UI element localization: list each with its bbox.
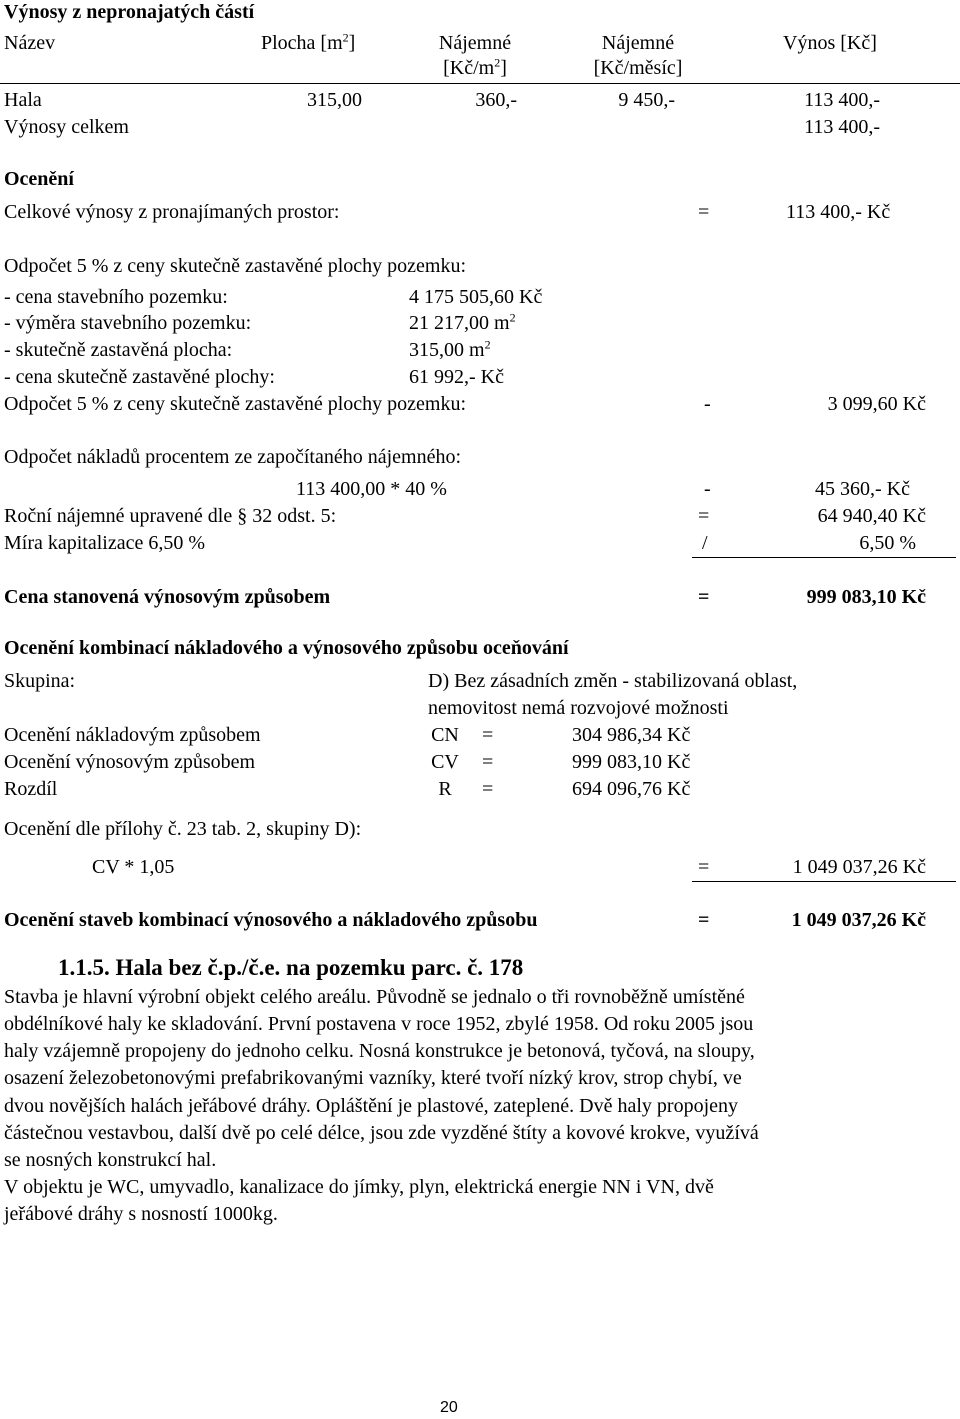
page-number: 20 bbox=[440, 1399, 458, 1416]
paragraph-line: osazení železobetonovými prefabrikovanými vazníky, které tvoří nízký krov, strop chybí, ve bbox=[4, 1067, 742, 1089]
final-op: = bbox=[698, 909, 710, 931]
item-label: - cena skutečně zastavěné plochy: bbox=[4, 366, 275, 388]
paragraph-line: jeřábové dráhy s nosností 1000kg. bbox=[4, 1203, 278, 1225]
costs-title: Odpočet nákladů procentem ze započítaného nájemného: bbox=[4, 446, 462, 468]
method-label: Rozdíl bbox=[4, 778, 58, 800]
result-label: Cena stanovená výnosovým způsobem bbox=[4, 586, 331, 608]
costs-formula: 113 400,00 * 40 % bbox=[296, 478, 447, 500]
paragraph-line: částečnou vestavbou, další dvě po celé délce, jsou zde vyzděné štíty a kovové krokve, využívá bbox=[4, 1122, 759, 1144]
method-op: = bbox=[482, 778, 494, 800]
row-rate: 360,- bbox=[475, 89, 517, 111]
item-value: 21 217,00 $m^2$ bbox=[409, 310, 516, 334]
row-name: Hala bbox=[4, 89, 42, 111]
formula-op: = bbox=[698, 856, 710, 878]
method-code: CV bbox=[431, 751, 459, 773]
adjusted-label: Roční nájemné upravené dle § 32 odst. 5: bbox=[4, 505, 337, 527]
total-income-label: Celkové výnosy z pronajímaných prostor: bbox=[4, 201, 340, 223]
col-header-name: Název bbox=[4, 32, 56, 54]
method-op: = bbox=[482, 724, 494, 746]
method-value: 694 096,76 Kč bbox=[572, 778, 691, 800]
cap-label: Míra kapitalizace 6,50 % bbox=[4, 532, 206, 554]
paragraph-line: Stavba je hlavní výrobní objekt celého areálu. Původně se jednalo o tři rovnoběžně umístěné bbox=[4, 986, 745, 1008]
paragraph-line: dvou novějších halách jeřábové dráhy. Opláštění je plastové, zateplené. Dvě haly propojeny bbox=[4, 1095, 739, 1117]
cap-value: 6,50 % bbox=[859, 532, 916, 554]
group-value-line1: D) Bez zásadních změn - stabilizovaná oblast, bbox=[428, 670, 798, 692]
row-yield: 113 400,- bbox=[804, 89, 880, 111]
deduction-op: - bbox=[704, 393, 711, 415]
income-title: Výnosy z nepronajatých částí bbox=[4, 1, 255, 23]
method-code: CN bbox=[431, 724, 459, 746]
adjusted-value: 64 940,40 Kč bbox=[817, 505, 926, 527]
method-code: R bbox=[438, 778, 452, 800]
method-value: 999 083,10 Kč bbox=[572, 751, 691, 773]
valuation-title: Ocenění bbox=[4, 168, 74, 190]
item-label: - cena stavebního pozemku: bbox=[4, 286, 228, 308]
paragraph-line: V objektu je WC, umyvadlo, kanalizace do jímky, plyn, elektrická energie NN i VN, dvě bbox=[4, 1176, 714, 1198]
formula: CV * 1,05 bbox=[92, 856, 175, 878]
method-value: 304 986,34 Kč bbox=[572, 724, 691, 746]
method-op: = bbox=[482, 751, 494, 773]
item-value: 4 175 505,60 Kč bbox=[409, 286, 543, 308]
col-header-area: Plocha $[m^2]$ bbox=[261, 30, 356, 54]
annex-label: Ocenění dle přílohy č. 23 tab. 2, skupiny D): bbox=[4, 818, 362, 840]
final-label: Ocenění staveb kombinací výnosového a nákladového způsobu bbox=[4, 909, 538, 931]
deduction-value: 3 099,60 Kč bbox=[827, 393, 926, 415]
deduction-label: Odpočet 5 % z ceny skutečně zastavěné plochy pozemku: bbox=[4, 393, 467, 415]
result-op: = bbox=[698, 586, 710, 608]
group-label: Skupina: bbox=[4, 670, 76, 692]
combined-title: Ocenění kombinací nákladového a výnosového způsobu oceňování bbox=[4, 637, 569, 659]
paragraph-line: obdélníkové haly ke skladování. První postavena v roce 1952, zbylé 1958. Od roku 2005 jsou bbox=[4, 1013, 754, 1035]
header-divider bbox=[0, 83, 960, 84]
group-value-line2: nemovitost nemá rozvojové možnosti bbox=[428, 697, 729, 719]
item-value: 61 992,- Kč bbox=[409, 366, 504, 388]
col-header-yield: Výnos [Kč] bbox=[783, 32, 877, 54]
costs-value: 45 360,- Kč bbox=[815, 478, 910, 500]
costs-op: - bbox=[704, 478, 711, 500]
paragraph-line: se nosných konstrukcí hal. bbox=[4, 1149, 217, 1171]
method-label: Ocenění výnosovým způsobem bbox=[4, 751, 256, 773]
row-monthly: 9 450,- bbox=[618, 89, 675, 111]
cap-underline bbox=[692, 557, 956, 558]
result-value: 999 083,10 Kč bbox=[806, 586, 926, 608]
item-value: 315,00 $m^2$ bbox=[409, 337, 491, 361]
section-heading: 1.1.5. Hala bez č.p./č.e. na pozemku parc. č. 178 bbox=[58, 955, 524, 980]
item-label: - skutečně zastavěná plocha: bbox=[4, 339, 233, 361]
col-header-rent-rate: Nájemné $[Kč/m^2]$ bbox=[438, 32, 512, 79]
paragraph-line: haly vzájemně propojeny do jednoho celku. Nosná konstrukce je betonová, tyčová, na sloupy, bbox=[4, 1040, 755, 1062]
cap-op: / bbox=[702, 532, 708, 554]
final-value: 1 049 037,26 Kč bbox=[791, 909, 926, 931]
deduction-title: Odpočet 5 % z ceny skutečně zastavěné plochy pozemku: bbox=[4, 255, 467, 277]
col-header-rent-monthly: Nájemné [Kč/měsíc] bbox=[593, 32, 683, 79]
method-label: Ocenění nákladovým způsobem bbox=[4, 724, 261, 746]
formula-value: 1 049 037,26 Kč bbox=[792, 856, 926, 878]
total-value: 113 400,- bbox=[804, 116, 880, 138]
item-label: - výměra stavebního pozemku: bbox=[4, 312, 252, 334]
formula-underline bbox=[692, 881, 956, 882]
total-income-value: 113 400,- Kč bbox=[786, 201, 891, 223]
adjusted-op: = bbox=[698, 505, 710, 527]
total-income-op: = bbox=[698, 201, 710, 223]
total-label: Výnosy celkem bbox=[4, 116, 129, 138]
row-area: 315,00 bbox=[307, 89, 362, 111]
